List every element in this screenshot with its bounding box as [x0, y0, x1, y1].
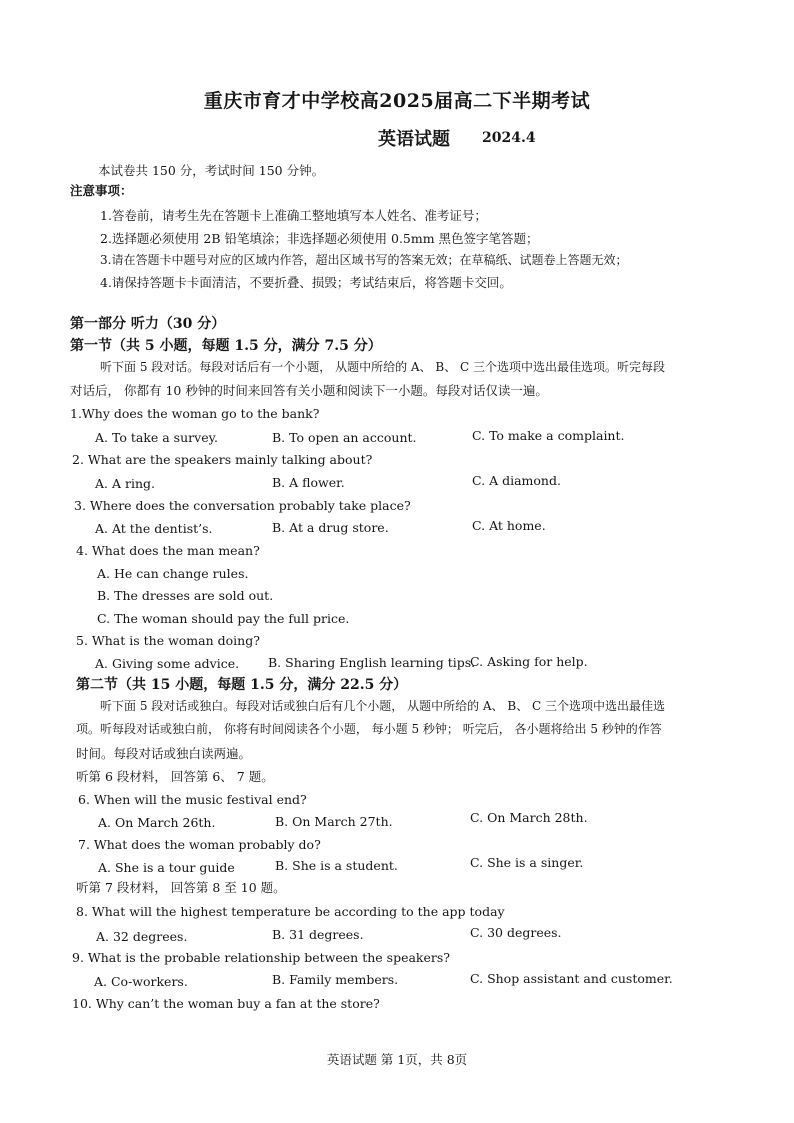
question-9: 9. What is the probable relationship between the speakers?	[72, 950, 450, 965]
question-4: 4. What does the man mean?	[76, 543, 260, 558]
part1-heading: 第一部分 听力（30 分）	[70, 316, 226, 332]
group-instruction: 听第 7 段材料， 回答第 8 至 10 题。	[76, 880, 286, 895]
section2-instruction: 项。听每段对话或独白前， 你将有时间阅读各个小题， 每小题 5 秒钟； 听完后， 各小题将给出 5 秒钟的作答	[76, 722, 662, 736]
option-b: B. 31 degrees.	[272, 927, 364, 942]
option-a: A. 32 degrees.	[96, 929, 188, 944]
option-b: B. To open an account.	[272, 430, 417, 445]
option-c: C. She is a singer.	[470, 855, 584, 870]
page-footer: 英语试题 第 1页，共 8页	[326, 1052, 468, 1067]
question-6: 6. When will the music festival end?	[78, 792, 307, 807]
option-a: A. He can change rules.	[97, 566, 249, 581]
question-5: 5. What is the woman doing?	[76, 633, 260, 648]
option-c: C. To make a complaint.	[472, 428, 625, 443]
question-8: 8. What will the highest temperature be according to the app today	[76, 904, 505, 919]
option-c: C. At home.	[472, 518, 546, 533]
option-a: A. She is a tour guide	[98, 860, 235, 875]
option-b: B. At a drug store.	[272, 520, 389, 535]
option-c: C. On March 28th.	[470, 810, 588, 825]
option-c: C. Asking for help.	[470, 654, 588, 669]
note-item: 2.选择题必须使用 2B 铅笔填涂；非选择题必须使用 0.5mm 黑色签字笔答题；	[100, 231, 539, 246]
option-b: B. The dresses are sold out.	[97, 588, 274, 603]
exam-title: 重庆市育才中学校高2025届高二下半期考试	[203, 90, 591, 112]
question-10: 10. Why can’t the woman buy a fan at the store?	[72, 996, 380, 1011]
option-a: A. On March 26th.	[98, 815, 216, 830]
notes-heading: 注意事项：	[70, 183, 133, 198]
option-c: C. 30 degrees.	[470, 925, 562, 940]
note-item: 4.请保持答题卡卡面清洁，不要折叠、损毁；考试结束后，将答题卡交回。	[100, 275, 512, 290]
option-c: C. The woman should pay the full price.	[97, 611, 350, 626]
exam-date: 2024.4	[482, 130, 536, 146]
note-item: 3.请在答题卡中题号对应的区域内作答，超出区域书写的答案无效；在草稿纸、试题卷上答题无效；	[100, 253, 628, 267]
intro-text: 本试卷共 150 分，考试时间 150 分钟。	[98, 163, 325, 178]
option-a: A. To take a survey.	[95, 430, 218, 445]
option-c: C. Shop assistant and customer.	[470, 971, 673, 986]
option-b: B. Family members.	[272, 972, 399, 987]
option-b: B. On March 27th.	[275, 814, 393, 829]
option-b: B. A flower.	[272, 475, 345, 490]
option-a: A. At the dentist’s.	[95, 521, 213, 536]
section2-instruction: 听下面 5 段对话或独白。每段对话或独白后有几个小题， 从题中所给的 A、 B、 C 三个选项中选出最佳选	[100, 699, 666, 713]
exam-subject: 英语试题	[378, 129, 450, 150]
option-a: A. Co-workers.	[94, 974, 188, 989]
section2-heading: 第二节（共 15 小题，每题 1.5 分，满分 22.5 分）	[76, 677, 408, 693]
note-item: 1.答卷前，请考生先在答题卡上准确工整地填写本人姓名、准考证号；	[100, 208, 487, 223]
option-b: B. She is a student.	[275, 858, 398, 873]
group-instruction: 听第 6 段材料， 回答第 6、 7 题。	[76, 769, 274, 784]
option-b: B. Sharing English learning tips.	[268, 655, 476, 670]
section1-instruction: 听下面 5 段对话。每段对话后有一个小题， 从题中所给的 A、 B、 C 三个选项中选出最佳选项。听完每段	[100, 360, 666, 374]
question-2: 2. What are the speakers mainly talking about?	[72, 452, 373, 467]
section1-heading: 第一节（共 5 小题，每题 1.5 分，满分 7.5 分）	[70, 338, 382, 354]
section2-instruction: 时间。每段对话或独白读两遍。	[76, 746, 252, 761]
question-7: 7. What does the woman probably do?	[78, 837, 321, 852]
option-a: A. Giving some advice.	[95, 656, 240, 671]
option-c: C. A diamond.	[472, 473, 561, 488]
option-a: A. A ring.	[95, 476, 155, 491]
question-1: 1.Why does the woman go to the bank?	[70, 406, 320, 421]
section1-instruction: 对话后， 你都有 10 秒钟的时间来回答有关小题和阅读下一小题。每段对话仅读一遍。	[70, 383, 548, 398]
question-3: 3. Where does the conversation probably take place?	[74, 498, 411, 513]
